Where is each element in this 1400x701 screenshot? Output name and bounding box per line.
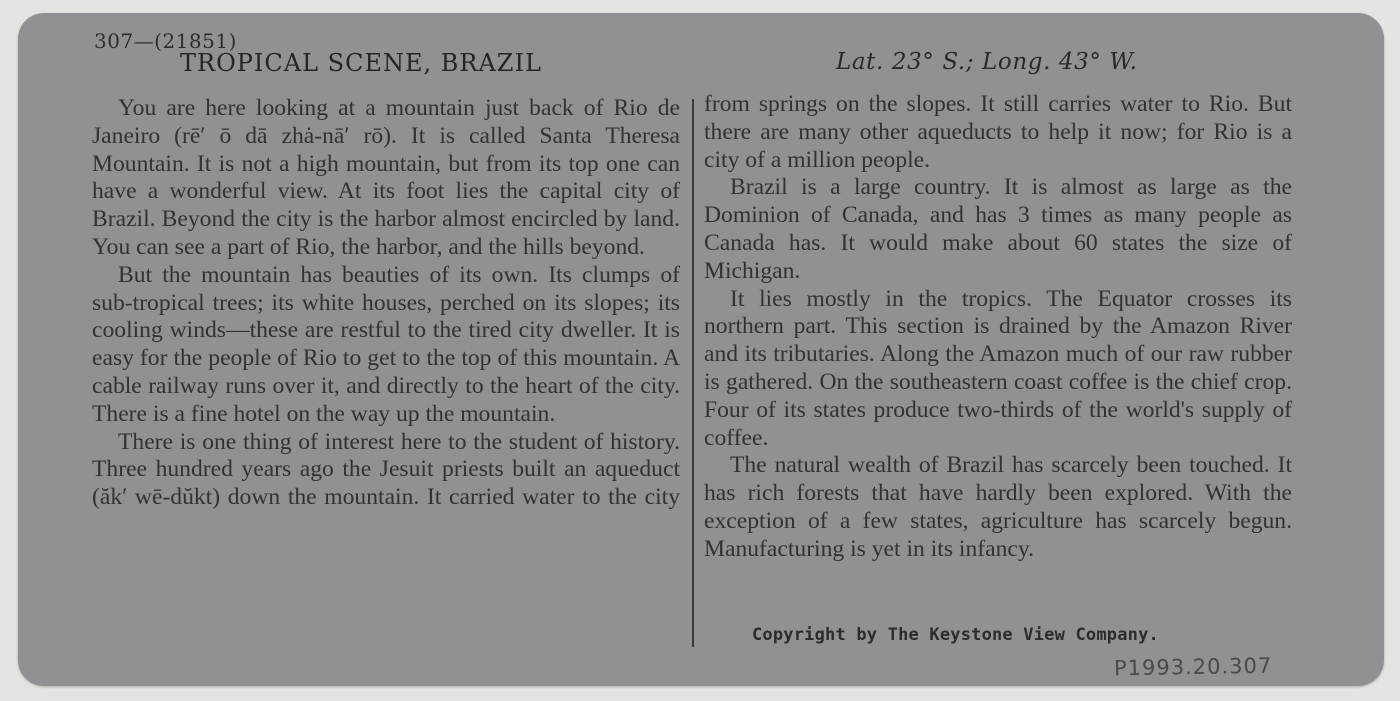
- paragraph: Brazil is a large country. It is almost as large as the Dominion of Canada, and has 3 times as many people as Canada has. It would make about 60 states the size of Michigan.: [704, 174, 1292, 284]
- card-number: 307—(21851): [94, 29, 237, 53]
- paragraph: But the mountain has beauties of its own. Its clumps of sub-tropical trees; its white houses, perched on its slopes; its cooling winds—these are restful to the tired city dweller. It is easy for the people of Rio to get to the top of this mountain. A cable railway runs over it, and directly to the heart of the city. There is a fine hotel on the way up the mountain.: [92, 261, 680, 427]
- paragraph: It lies mostly in the tropics. The Equator crosses its northern part. This section is drained by the Amazon River and its tributaries. Along the Amazon much of our raw rubber is gathered. On the southeastern coast coffee is the chief crop. Four of its states produce two-thirds of the world's supply of coffee.: [704, 285, 1292, 451]
- paragraph: There is one thing of interest here to the student of history. Three hundred years ago the Jesuit priests built an aqueduct (ăk′ wē-dŭkt) down the mountain. It carried water to the city: [92, 428, 680, 511]
- card-title: TROPICAL SCENE, BRAZIL: [180, 49, 542, 77]
- paragraph: from springs on the slopes. It still carries water to Rio. But there are many other aqueducts to help it now; for Rio is a city of a million people.: [704, 91, 1292, 173]
- left-text-column: [92, 95, 680, 512]
- paragraph: You are here looking at a mountain just back of Rio de Janeiro (rē′ ō dā zhȧ-nā′ rō). It is called Santa Theresa Mountain. It is not a high mountain, but from its top one can have a wonderful view. At its foot lies the capital city of Brazil. Beyond the city is the harbor almost encircled by land. You can see a part of Rio, the harbor, and the hills beyond.: [92, 95, 680, 260]
- paragraph: The natural wealth of Brazil has scarcely been touched. It has rich forests that have hardly been explored. With the exception of a few states, agriculture has scarcely begun. Manufacturing is yet in its infancy.: [704, 452, 1292, 562]
- accession-number: P1993.20.307: [1113, 653, 1273, 681]
- coordinates: Lat. 23° S.; Long. 43° W.: [836, 49, 1138, 75]
- stereograph-card-back: [18, 13, 1384, 686]
- column-divider: [692, 99, 694, 647]
- copyright-line: Copyright by The Keystone View Company.: [752, 625, 1159, 645]
- right-text-column: [704, 91, 1292, 564]
